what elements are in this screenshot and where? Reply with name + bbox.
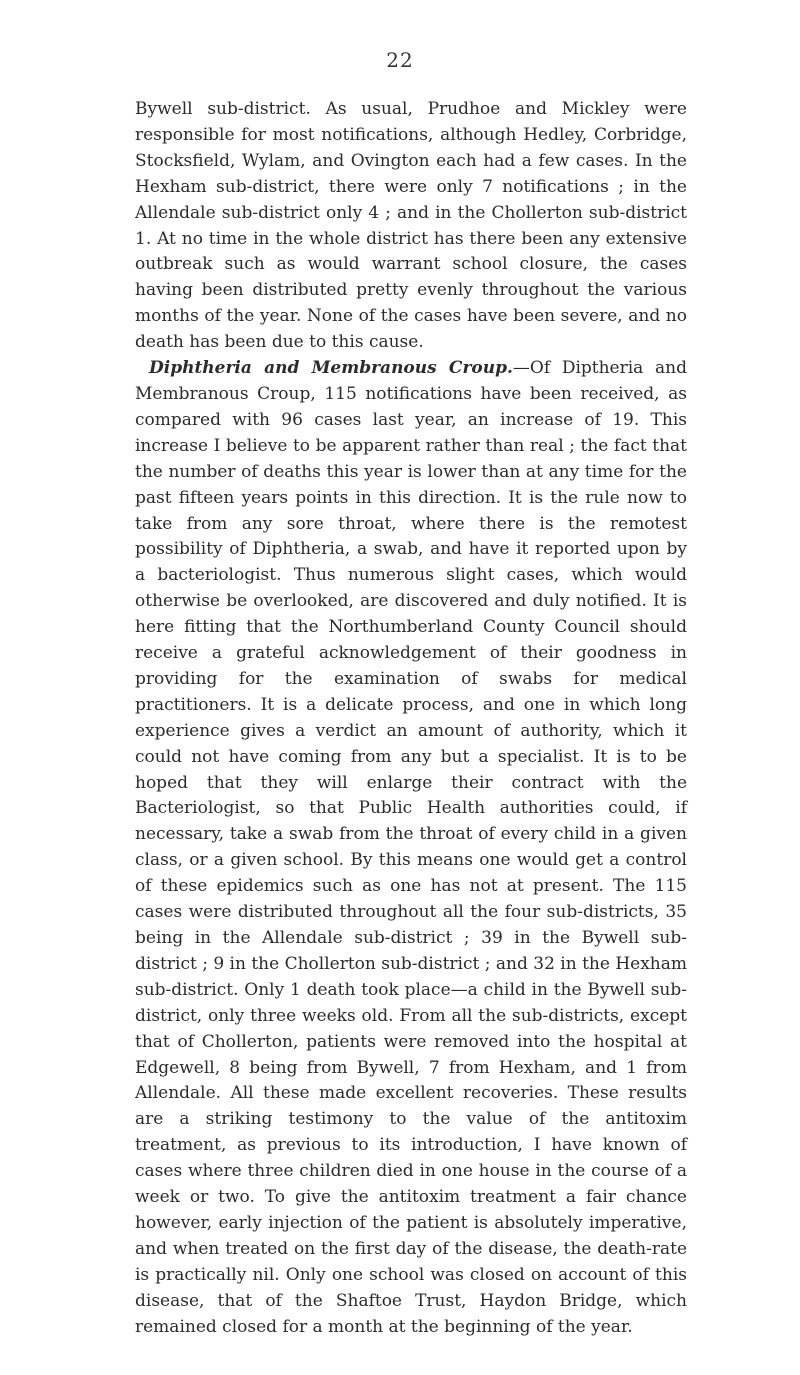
paragraph-diphtheria (135, 356, 687, 1340)
paragraph-text: Bywell sub-district. As usual, Prudhoe and Mickley were responsible for most notifications, although Hedley, Corbridge, Stocksfield, Wylam, and Ovington each had a few cases. In the Hexham sub-district, there were only 7 notifications ; in the Allendale sub-district only 4 ; and in the Chollerton sub-district 1. At no time in the whole district has there been any extensive outbreak such as would warrant school closure, the cases having been distributed pretty evenly throughout the various months of the year. None of the cases have been severe, and no death has been due to this cause. (135, 99, 687, 353)
paragraph-text: —Of Diptheria and Membranous Croup, 115 notifications have been received, as compared with 96 cases last year, an increase of 19. This increase I believe to be apparent rather than real ; the fact that the number of deaths this year is lower than at any time for the past fifteen years points in this direction. It is the rule now to take from any sore throat, where there is the remotest possibility of Diphtheria, a swab, and have it reported upon by a bacteriologist. Thus numerous slight cases, which would otherwise be overlooked, are discovered and duly notified. It is here fitting that the Northumberland County Council should receive a grateful acknowledgement of their goodness in providing for the examination of swabs for medical practitioners. It is a delicate process, and one in which long experience gives a verdict an amount of authority, which it could not have coming from any but a specialist. It is to be hoped that they will enlarge their contract with the Bacteriologist, so that Public Health authorities could, if necessary, take a swab from the throat of every child in a given class, or a given school. By this means one would get a control of these epidemics such as one has not at present. The 115 cases were distributed throughout all the four sub-districts, 35 being in the Allendale sub-district ; 39 in the Bywell sub-district ; 9 in the Chollerton sub-district ; and 32 in the Hexham sub-district. Only 1 death took place—a child in the Bywell sub-district, only three weeks old. From all the sub-districts, except that of Chollerton, patients were removed into the hospital at Edgewell, 8 being from Bywell, 7 from Hexham, and 1 from Allendale. All these made excellent recoveries. These results are a striking testimony to the value of the antitoxim treatment, as previous to its introduction, I have known of cases where three children died in one house in the course of a week or two. To give the antitoxim treatment a fair chance however, early injection of the patient is absolutely imperative, and when treated on the first day of the disease, the death-rate is practically nil. Only one school was closed on account of this disease, that of the Shaftoe Trust, Haydon Bridge, which remained closed for a month at the beginning of the year. (135, 358, 687, 1337)
paragraph-bywell-summary (135, 97, 687, 356)
page-number: 22 (386, 48, 414, 72)
body-text (135, 97, 687, 1341)
section-heading-diphtheria: Diphtheria and Membranous Croup. (149, 358, 513, 379)
